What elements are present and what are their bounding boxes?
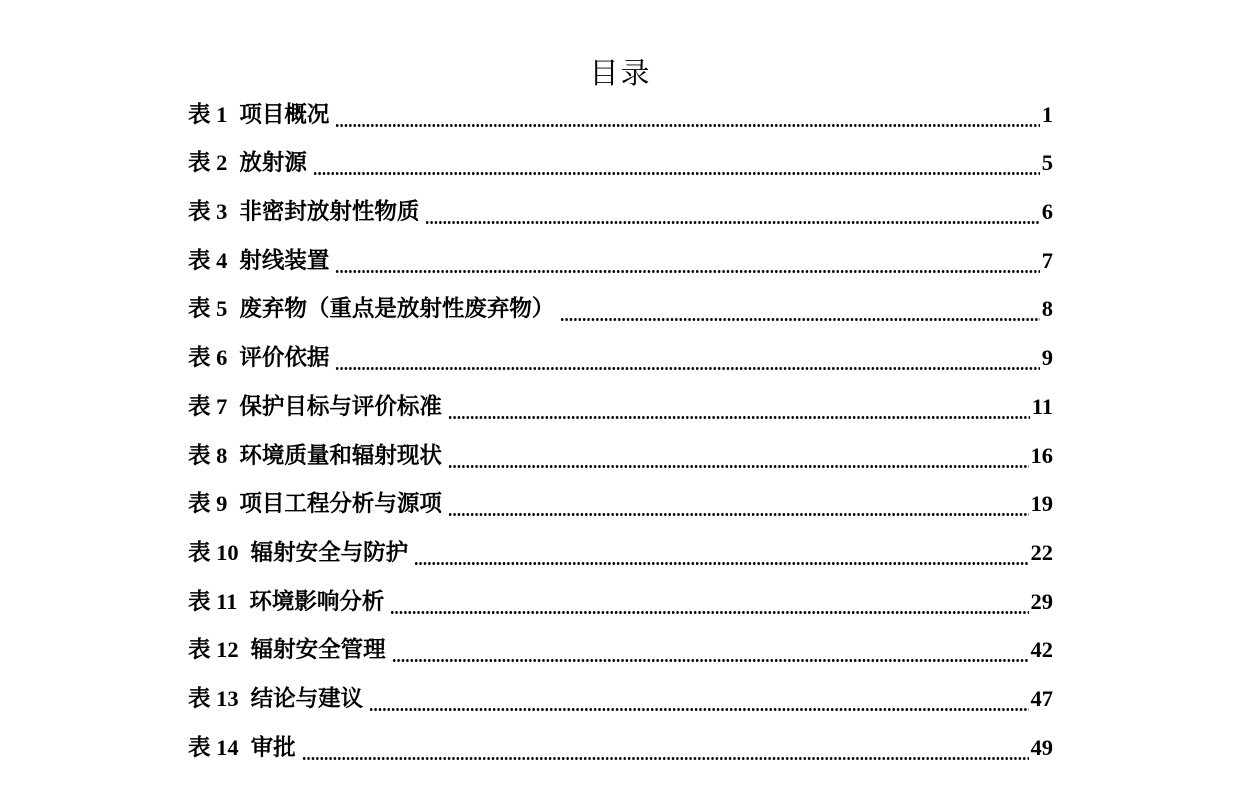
toc-entry[interactable] xyxy=(188,476,1053,525)
toc-entry-title: 放射源 xyxy=(239,150,307,177)
toc-entry-number: 表 13 xyxy=(188,685,239,711)
dot-leader xyxy=(392,636,1029,670)
toc-entry-number: 表 9 xyxy=(188,491,228,517)
toc-entry[interactable] xyxy=(188,135,1053,184)
toc-entry-page-number: 19 xyxy=(1030,491,1053,517)
toc-entry-title: 审批 xyxy=(250,734,296,761)
toc-entry-number: 表 2 xyxy=(188,150,228,176)
toc-entry-title: 辐射安全管理 xyxy=(250,637,386,664)
dot-leader xyxy=(335,247,1039,281)
dot-leader xyxy=(448,393,1030,427)
toc-entry-title: 废弃物（重点是放射性废弃物） xyxy=(239,296,555,323)
dot-leader xyxy=(302,734,1029,768)
toc-entry-page-number: 49 xyxy=(1030,734,1053,760)
toc-entry-page-number: 16 xyxy=(1030,442,1053,468)
toc-entry-page-number: 47 xyxy=(1030,685,1053,711)
toc-entry-number: 表 3 xyxy=(188,199,228,225)
toc-entry-number: 表 12 xyxy=(188,637,239,663)
toc-entry[interactable] xyxy=(188,281,1053,330)
toc-entry-title: 环境影响分析 xyxy=(249,588,385,615)
toc-entry-number: 表 4 xyxy=(188,247,228,273)
toc-entry-number: 表 8 xyxy=(188,442,228,468)
toc-entry-page-number: 22 xyxy=(1030,539,1053,565)
toc-entry-title: 辐射安全与防护 xyxy=(250,539,409,566)
toc-entry[interactable] xyxy=(188,183,1053,232)
dot-leader xyxy=(560,295,1039,329)
toc-entry-number: 表 5 xyxy=(188,296,228,322)
toc-entry[interactable] xyxy=(188,719,1053,768)
toc-entry[interactable] xyxy=(188,86,1053,135)
toc-entry-page-number: 9 xyxy=(1041,345,1053,371)
toc-entry[interactable] xyxy=(188,329,1053,378)
toc-entry-page-number: 1 xyxy=(1041,101,1053,127)
dot-leader xyxy=(369,685,1028,719)
toc-entry-number: 表 10 xyxy=(188,539,239,565)
dot-leader xyxy=(335,101,1039,135)
toc-entry-number: 表 14 xyxy=(188,734,239,760)
toc-entry-page-number: 8 xyxy=(1041,296,1053,322)
toc-entry-title: 结论与建议 xyxy=(250,685,364,712)
toc-entry-title: 评价依据 xyxy=(239,345,330,372)
toc-entry[interactable] xyxy=(188,378,1053,427)
toc-entry-title: 非密封放射性物质 xyxy=(239,199,420,226)
toc-entry[interactable] xyxy=(188,427,1053,476)
toc-entry[interactable] xyxy=(188,232,1053,281)
toc-entry-page-number: 5 xyxy=(1041,150,1053,176)
toc-entry-number: 表 7 xyxy=(188,393,228,419)
toc-entry-number: 表 1 xyxy=(188,101,228,127)
page-title: 目录 xyxy=(589,56,652,91)
dot-leader xyxy=(425,198,1039,232)
toc-entry[interactable] xyxy=(188,622,1053,671)
toc-entry-title: 项目工程分析与源项 xyxy=(239,491,442,518)
toc-entry-title: 射线装置 xyxy=(239,247,330,274)
toc-entry-number: 表 6 xyxy=(188,345,228,371)
toc-entry-title: 环境质量和辐射现状 xyxy=(239,442,442,469)
dot-leader xyxy=(313,149,1040,183)
toc-entry[interactable] xyxy=(188,670,1053,719)
toc-entry-page-number: 42 xyxy=(1030,637,1053,663)
dot-leader xyxy=(335,344,1039,378)
toc-entry-page-number: 29 xyxy=(1030,588,1053,614)
toc-entry-page-number: 7 xyxy=(1041,247,1053,273)
toc-entry-title: 保护目标与评价标准 xyxy=(239,393,442,420)
toc-entry-number: 表 11 xyxy=(188,588,238,614)
toc-entry[interactable] xyxy=(188,573,1053,622)
toc-entry[interactable] xyxy=(188,524,1053,573)
toc-entry-page-number: 11 xyxy=(1031,393,1053,419)
dot-leader xyxy=(448,490,1029,524)
dot-leader xyxy=(448,442,1029,476)
toc-entry-title: 项目概况 xyxy=(239,101,330,128)
table-of-contents xyxy=(188,86,1053,768)
toc-entry-page-number: 6 xyxy=(1041,199,1053,225)
dot-leader xyxy=(414,539,1028,573)
dot-leader xyxy=(390,588,1028,622)
